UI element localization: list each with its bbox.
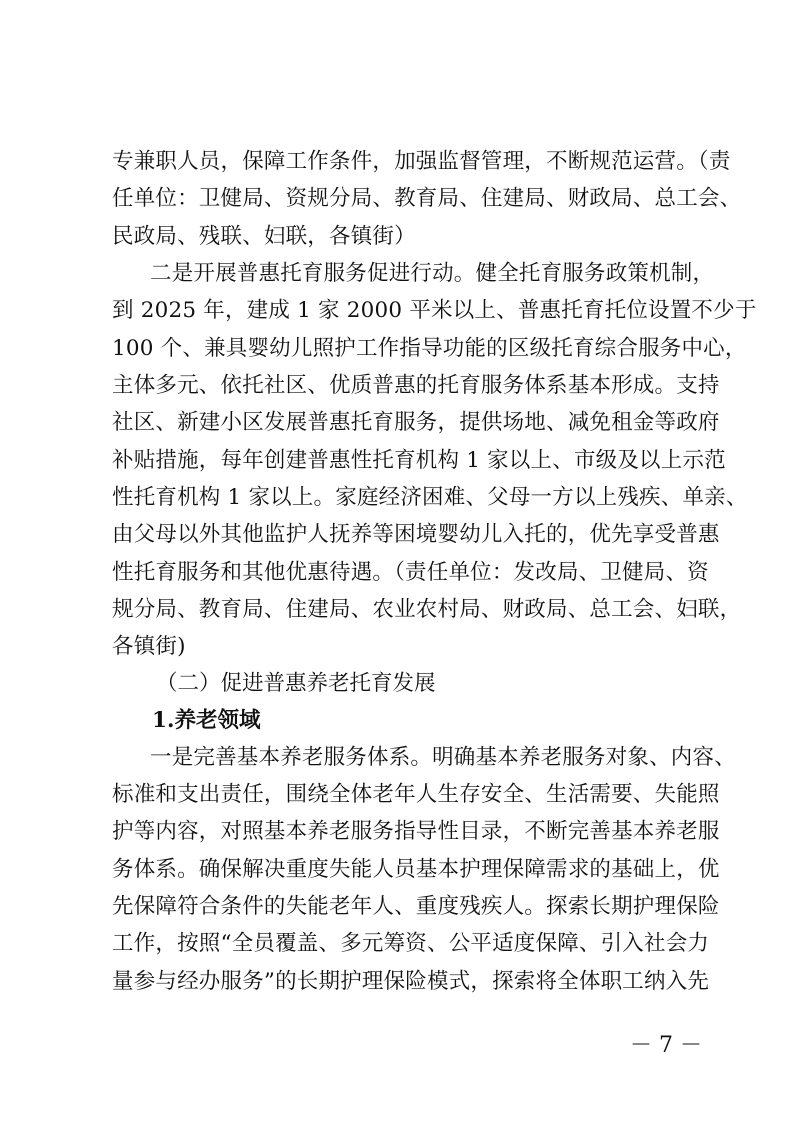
paragraph-3-line-3: 护等内容，对照基本养老服务指导性目录，不断完善基本养老服: [112, 819, 720, 844]
paragraph-3-line-5: 先保障符合条件的失能老年人、重度残疾人。探索长期护理保险: [112, 894, 720, 919]
paragraph-1-line-3: 民政局、残联、妇联，各镇街）: [112, 224, 416, 249]
paragraph-2-line-1: 二是开展普惠托育服务促进行动。健全托育服务政策机制，: [150, 261, 715, 286]
page-number: － 7 －: [630, 1033, 702, 1058]
paragraph-3-line-2: 标准和支出责任，围绕全体老年人生存安全、生活需要、失能照: [112, 782, 720, 807]
paragraph-2-line-10: 规分局、教育局、住建局、农业农村局、财政局、总工会、妇联，: [112, 597, 742, 622]
paragraph-2-line-8: 由父母以外其他监护人抚养等困境婴幼儿入托的，优先享受普惠: [112, 522, 720, 547]
paragraph-2-line-5: 社区、新建小区发展普惠托育服务，提供场地、减免租金等政府: [112, 410, 720, 435]
paragraph-3-line-1: 一是完善基本养老服务体系。明确基本养老服务对象、内容、: [150, 745, 736, 770]
paragraph-2-line-4: 主体多元、依托社区、优质普惠的托育服务体系基本形成。支持: [112, 373, 720, 398]
paragraph-2-line-6: 补贴措施，每年创建普惠性托育机构 1 家以上、市级及以上示范: [112, 448, 726, 473]
paragraph-3-line-6: 工作，按照“全员覆盖、多元筹资、公平适度保障、引入社会力: [112, 931, 710, 956]
paragraph-2-line-2: 到 2025 年，建成 1 家 2000 平米以上、普惠托育托位设置不少于: [112, 298, 757, 323]
paragraph-3-line-4: 务体系。确保解决重度失能人员基本护理保障需求的基础上，优: [112, 857, 720, 882]
paragraph-2-line-11: 各镇街): [112, 634, 186, 659]
paragraph-1-line-2: 任单位：卫健局、资规分局、教育局、住建局、财政局、总工会、: [112, 186, 742, 211]
section-subheading: （二）促进普惠养老托育发展: [156, 671, 436, 696]
paragraph-2-line-9: 性托育服务和其他优惠待遇。（责任单位：发改局、卫健局、资: [112, 560, 709, 585]
paragraph-3-line-7: 量参与经办服务”的长期护理保险模式，探索将全体职工纳入先: [112, 969, 710, 994]
section-heading: 1.养老领域: [152, 708, 261, 733]
paragraph-2-line-3: 100 个、兼具婴幼儿照护工作指导功能的区级托育综合服务中心，: [112, 336, 747, 361]
paragraph-1-line-1: 专兼职人员，保障工作条件，加强监督管理，不断规范运营。（责: [112, 149, 731, 174]
paragraph-2-line-7: 性托育机构 1 家以上。家庭经济困难、父母一方以上残疾、单亲、: [112, 485, 748, 510]
